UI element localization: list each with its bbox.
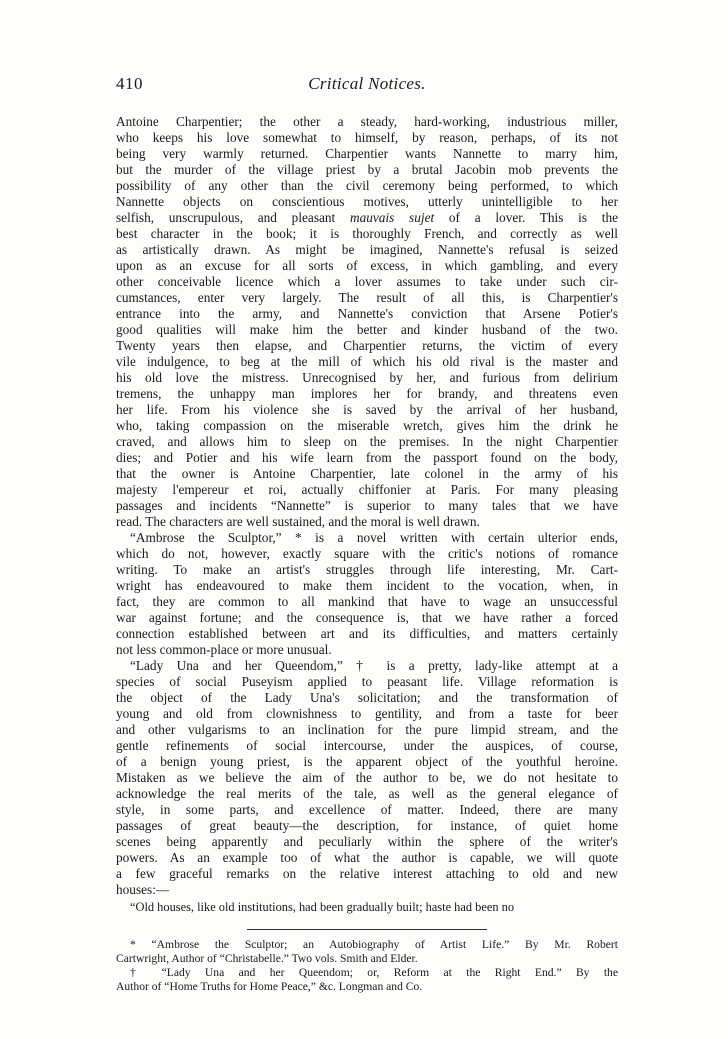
text-line: who, taking compassion on the miserable wretch, gives him the drink he <box>116 418 618 433</box>
text-line: war against fortune; and the consequence is, that we have rather a forced <box>116 610 618 625</box>
text-line: writing. To make an artist's struggles through life interesting, Mr. Cart- <box>116 562 618 577</box>
running-header <box>116 74 618 102</box>
text-line: best character in the book; it is thoroughly French, and correctly as well <box>116 226 618 241</box>
footnote-line: Author of “Home Truths for Home Peace,” &c. Longman and Co. <box>116 980 423 993</box>
text-line: that the owner is Antoine Charpentier, late colonel in the army of his <box>116 466 618 481</box>
footnote-line: † “Lady Una and her Queendom; or, Reform at the Right End.” By the <box>130 966 618 979</box>
text-line: cumstances, enter very largely. The result of all this, is Charpentier's <box>116 290 618 305</box>
text-line: connection established between art and its difficulties, and matters certainly <box>116 626 618 641</box>
text-line: fact, they are common to all mankind that have to wage an unsuccessful <box>116 594 618 609</box>
text-line: vile indulgence, to beg at the mill of which his old rival is the master and <box>116 354 618 369</box>
text-line: Antoine Charpentier; the other a steady, hard-working, industrious miller, <box>116 114 618 129</box>
text-line: read. The characters are well sustained, and the moral is well drawn. <box>116 514 480 529</box>
text-line: upon as an excuse for all sorts of excess, in which gambling, and every <box>116 258 618 273</box>
text-line: her life. From his violence she is saved by the arrival of her husband, <box>116 402 618 417</box>
text-line: selfish, unscrupulous, and pleasant mauvais sujet of a lover. This is the <box>116 210 618 225</box>
text-line: passages of great beauty—the description, for instance, of quiet home <box>116 818 618 833</box>
body-text <box>116 114 618 915</box>
footnote-line: * “Ambrose the Sculptor; an Autobiography of Artist Life.” By Mr. Robert <box>130 938 618 951</box>
text-line: a few graceful remarks on the relative interest attaching to old and new <box>116 866 618 881</box>
text-line: passages and incidents “Nannette” is superior to many tales that we have <box>116 498 618 513</box>
text-line: possibility of any other than the civil ceremony being performed, to which <box>116 178 618 193</box>
text-line: but the murder of the village priest by a brutal Jacobin mob prevents the <box>116 162 618 177</box>
text-line: gentle refinements of social intercourse, under the auspices, of course, <box>116 738 618 753</box>
text-line: acknowledge the real merits of the tale, as well as the general elegance of <box>116 786 618 801</box>
page <box>116 74 618 994</box>
text-line: “Lady Una and her Queendom,” † is a pretty, lady-like attempt at a <box>130 658 618 673</box>
text-line: young and old from clownishness to gentility, and from a taste for beer <box>116 706 618 721</box>
text-line: wright has endeavoured to make them incident to the vocation, when, in <box>116 578 618 593</box>
italic-phrase: mauvais sujet <box>350 210 435 225</box>
text-line: Mistaken as we believe the aim of the author to be, we do not hesitate to <box>116 770 618 785</box>
text-line: tremens, the unhappy man implores her for brandy, and threatens even <box>116 386 618 401</box>
text-line: entrance into the army, and Nannette's conviction that Arsene Potier's <box>116 306 618 321</box>
footnote-divider <box>247 929 487 930</box>
text-line: houses:— <box>116 882 170 897</box>
text-line: which do not, however, exactly square with the critic's notions of romance <box>116 546 618 561</box>
text-line: and other vulgarisms to an inclination for the pure limpid stream, and the <box>116 722 618 737</box>
paragraph-ambrose-review <box>116 530 618 658</box>
text-line: his old love the mistress. Unrecognised by her, and furious from delirium <box>116 370 618 385</box>
text-line: craved, and allows him to sleep on the premises. In the night Charpentier <box>116 434 618 449</box>
footnotes <box>116 938 618 994</box>
text-line: powers. As an example too of what the author is capable, we will quote <box>116 850 618 865</box>
text-line: good qualities will make him the better and kinder husband of the two. <box>116 322 618 337</box>
footnote-line: Cartwright, Author of “Christabelle.” Two vols. Smith and Elder. <box>116 952 418 965</box>
paragraph-nannette-review <box>116 114 618 530</box>
text-line: “Ambrose the Sculptor,” * is a novel written with certain ulterior ends, <box>130 530 618 545</box>
text-line: Nannette objects on conscientious motives, utterly unintelligible to her <box>116 194 618 209</box>
text-line: being very warmly returned. Charpentier wants Nannette to marry him, <box>116 146 618 161</box>
text-line: Twenty years then elapse, and Charpentier returns, the victim of every <box>116 338 618 353</box>
text-line: who keeps his love somewhat to himself, by reason, perhaps, of its not <box>116 130 618 145</box>
paragraph-lady-una-review <box>116 658 618 898</box>
text-line: dies; and Potier and his wife learn from the passport found on the body, <box>116 450 618 465</box>
block-quote <box>116 900 618 915</box>
text-line: of a benign young priest, is the apparent object of the youthful heroine. <box>116 754 618 769</box>
text-line: majesty l'empereur et roi, actually chiffonier at Paris. For many pleasing <box>116 482 618 497</box>
page-number: 410 <box>116 74 143 93</box>
text-line: as artistically drawn. As might be imagined, Nannette's refusal is seized <box>116 242 618 257</box>
text-line: scenes being apparently and peculiarly within the sphere of the writer's <box>116 834 618 849</box>
text-line: the object of the Lady Una's solicitation; and the transformation of <box>116 690 618 705</box>
text-line: other conceivable licence which a lover assumes to take under such cir- <box>116 274 618 289</box>
text-line: style, in some parts, and excellence of matter. Indeed, there are many <box>116 802 618 817</box>
quote-line: “Old houses, like old institutions, had been gradually built; haste had been no <box>130 900 515 914</box>
text-line: species of social Puseyism applied to peasant life. Village reformation is <box>116 674 618 689</box>
running-title: Critical Notices. <box>308 74 426 93</box>
text-line: not less common-place or more unusual. <box>116 642 332 657</box>
